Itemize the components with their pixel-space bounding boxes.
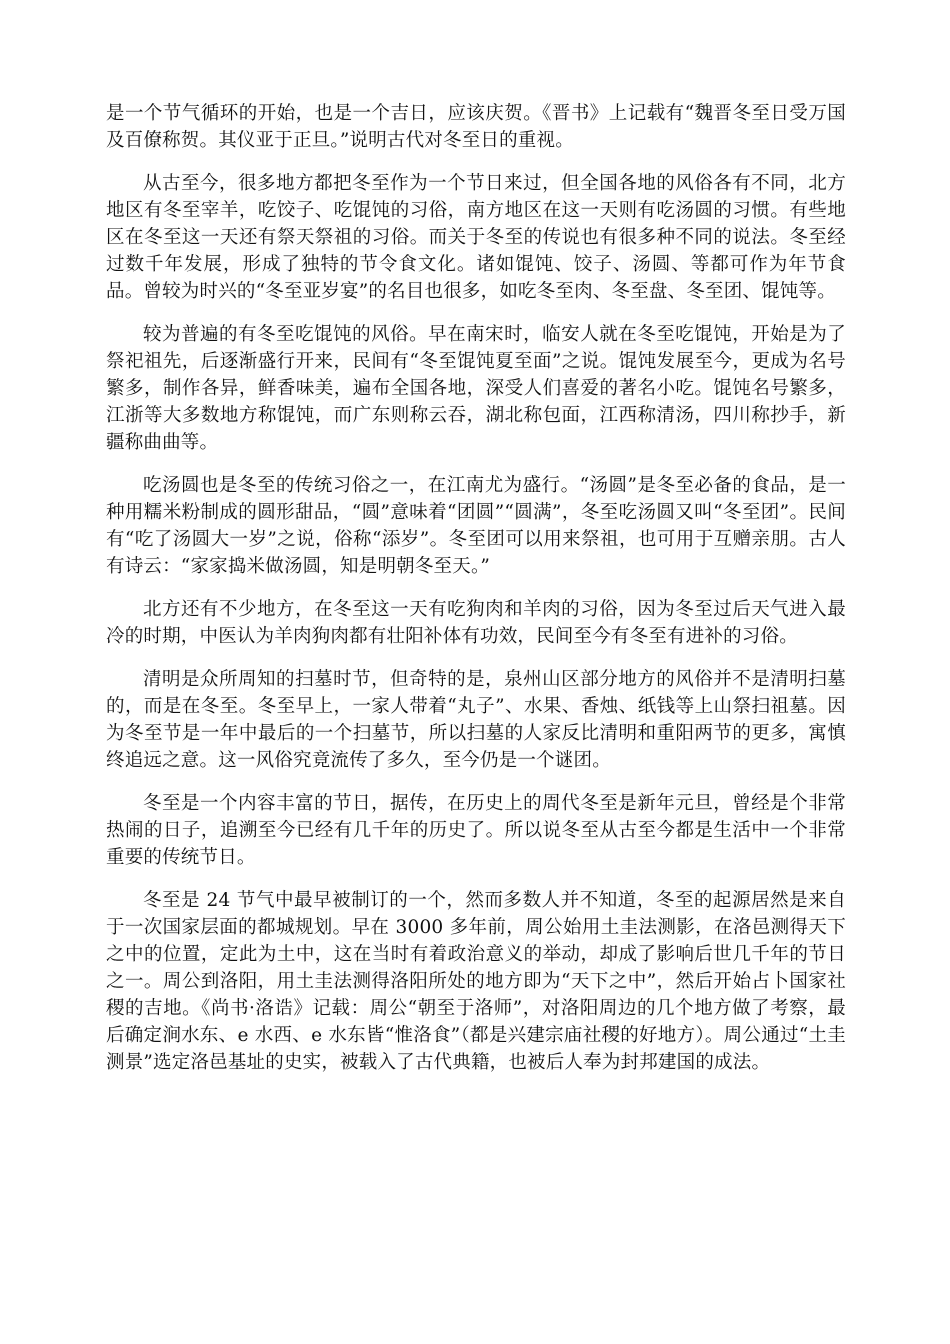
paragraph-5: 北方还有不少地方，在冬至这一天有吃狗肉和羊肉的习俗，因为冬至过后天气进入最冷的时期，中医认为羊肉狗肉都有壮阳补体有功效，民间至今有冬至有进补的习俗。 <box>106 599 846 647</box>
paragraph-2: 从古至今，很多地方都把冬至作为一个节日来过，但全国各地的风俗各有不同，北方地区有冬至宰羊，吃饺子、吃馄饨的习俗，南方地区在这一天则有吃汤圆的习惯。有些地区在冬至这一天还有祭天祭祖的习俗。而关于冬至的传说也有很多种不同的说法。冬至经过数千年发展，形成了独特的节令食文化。诸如馄饨、饺子、汤圆、等都可作为年节食品。曾较为时兴的“冬至亚岁宴”的名目也很多，如吃冬至肉、冬至盘、冬至团、馄饨等。 <box>106 173 846 302</box>
document-page <box>106 100 846 1092</box>
paragraph-3: 较为普遍的有冬至吃馄饨的风俗。早在南宋时，临安人就在冬至吃馄饨，开始是为了祭祀祖先，后逐渐盛行开来，民间有“冬至馄饨夏至面”之说。馄饨发展至今，更成为名号繁多，制作各异，鲜香味美，遍布全国各地，深受人们喜爱的著名小吃。馄饨名号繁多，江浙等大多数地方称馄饨，而广东则称云吞，湖北称包面，江西称清汤，四川称抄手，新疆称曲曲等。 <box>106 324 846 453</box>
paragraph-7: 冬至是一个内容丰富的节日，据传，在历史上的周代冬至是新年元旦，曾经是个非常热闹的日子，追溯至今已经有几千年的历史了。所以说冬至从古至今都是生活中一个非常重要的传统节日。 <box>106 793 846 868</box>
paragraph-4: 吃汤圆也是冬至的传统习俗之一，在江南尤为盛行。“汤圆”是冬至必备的食品，是一种用糯米粉制成的圆形甜品，“圆”意味着“团圆”“圆满”，冬至吃汤圆又叫“冬至团”。民间有“吃了汤圆大一岁”之说，俗称“添岁”。冬至团可以用来祭祖，也可用于互赠亲朋。古人有诗云：“家家捣米做汤圆，知是明朝冬至天。” <box>106 475 846 577</box>
paragraph-1: 是一个节气循环的开始，也是一个吉日，应该庆贺。《晋书》上记载有“魏晋冬至日受万国及百僚称贺。其仪亚于正旦。”说明古代对冬至日的重视。 <box>106 103 846 151</box>
paragraph-6: 清明是众所周知的扫墓时节，但奇特的是，泉州山区部分地方的风俗并不是清明扫墓的，而是在冬至。冬至早上，一家人带着“丸子”、水果、香烛、纸钱等上山祭扫祖墓。因为冬至节是一年中最后的一个扫墓节，所以扫墓的人家反比清明和重阳两节的更多，寓慎终追远之意。这一风俗究竟流传了多久，至今仍是一个谜团。 <box>106 669 846 771</box>
paragraph-8: 冬至是 24 节气中最早被制订的一个，然而多数人并不知道，冬至的起源居然是来自于一次国家层面的都城规划。早在 3000 多年前，周公始用土圭法测影，在洛邑测得天下之中的位置，定此为土中，这在当时有着政治意义的举动，却成了影响后世几千年的节日之一。周公到洛阳，用土圭法测得洛阳所处的地方即为“天下之中”，然后开始占卜国家社稷的吉地。《尚书·洛诰》记载：周公“朝至于洛师”，对洛阳周边的几个地方做了考察，最后确定涧水东、e 水西、e 水东皆“惟洛食”（都是兴建宗庙社稷的好地方）。周公通过“土圭测景”选定洛邑基址的史实，被载入了古代典籍，也被后人奉为封邦建国的成法。 <box>106 890 846 1073</box>
